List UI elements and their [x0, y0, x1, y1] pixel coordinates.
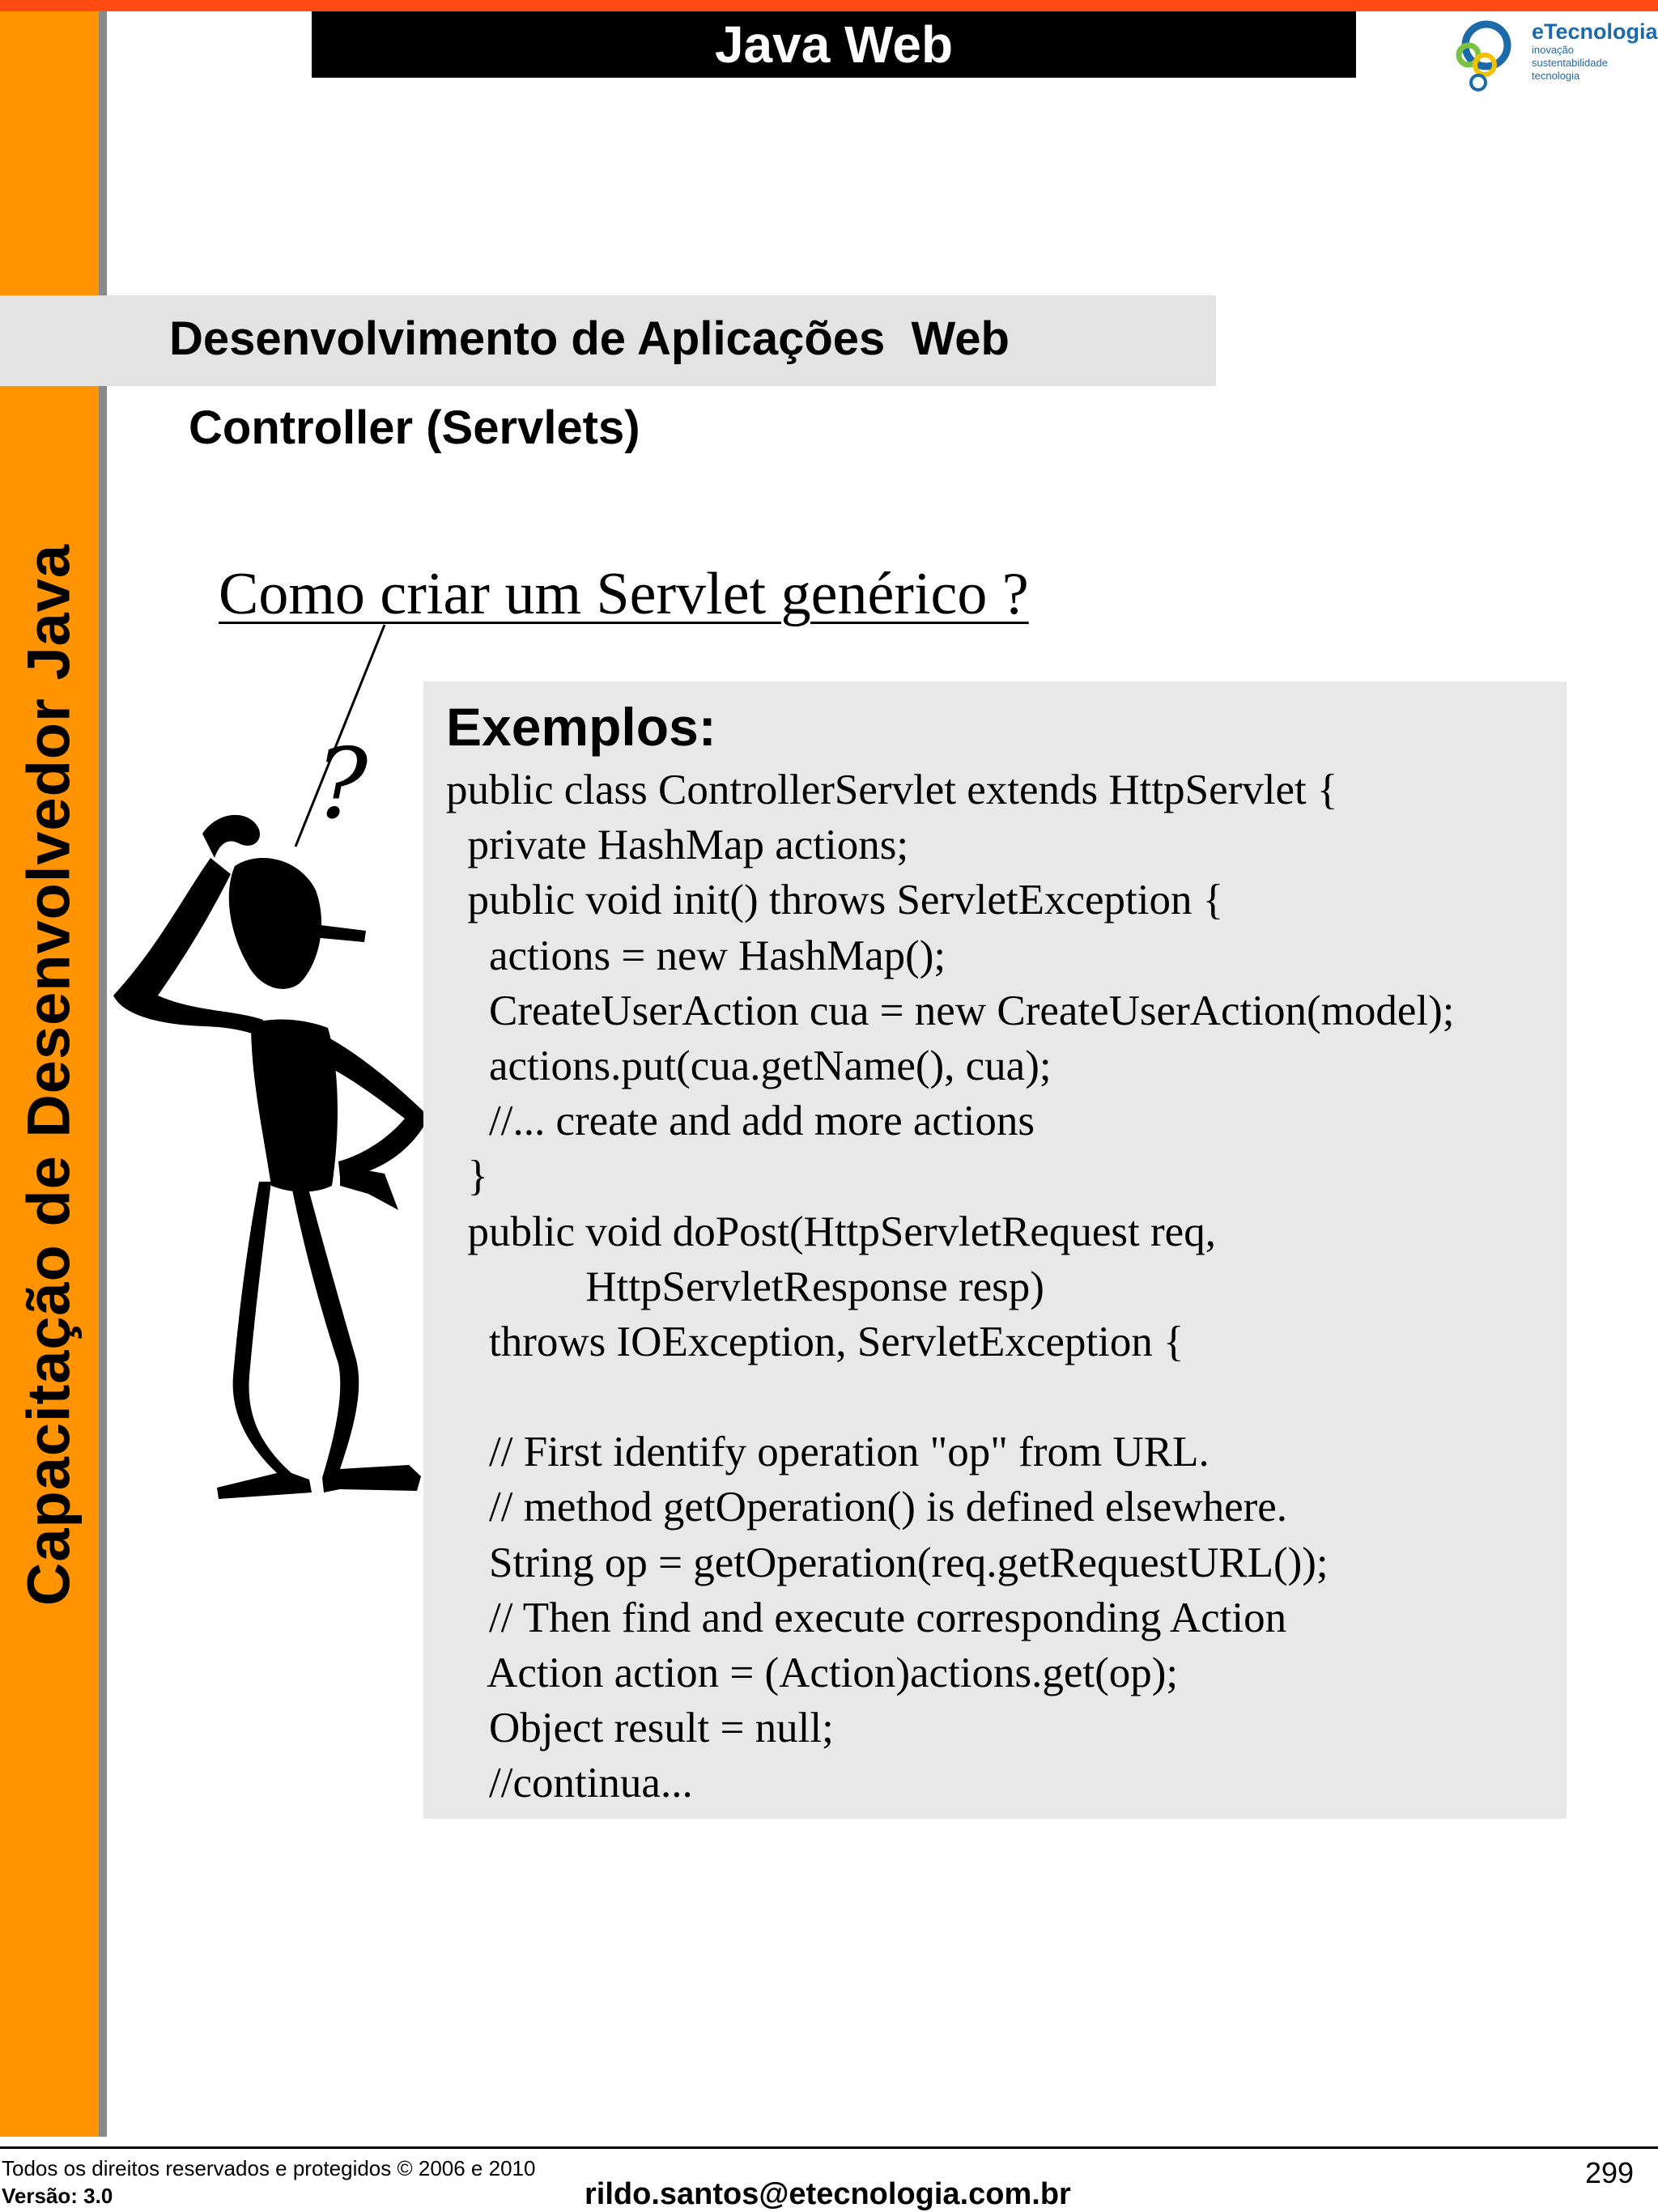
page-title-bar	[312, 11, 1356, 78]
code-line: String op = getOperation(req.getRequestURL());	[446, 1539, 1329, 1586]
code-line: // method getOperation() is defined elsewhere.	[446, 1484, 1288, 1531]
code-heading: Exemplos:	[446, 697, 716, 757]
code-line: // Then find and execute corresponding Action	[446, 1594, 1287, 1641]
code-line: actions.put(cua.getName(), cua);	[446, 1042, 1052, 1089]
code-line: private HashMap actions;	[446, 822, 909, 869]
code-line: actions = new HashMap();	[446, 932, 946, 979]
logo-tagline-1: inovação	[1532, 44, 1575, 56]
code-line: // First identify operation "op" from URL.	[446, 1429, 1209, 1476]
page-number: 299	[1585, 2156, 1635, 2189]
code-line: }	[446, 1153, 488, 1200]
logo-rings-icon	[1449, 15, 1530, 96]
code-line: Object result = null;	[446, 1705, 834, 1752]
code-listing	[446, 762, 1454, 1811]
code-line: HttpServletResponse resp)	[446, 1263, 1044, 1310]
logo-text	[1532, 19, 1658, 83]
code-line: public void init() throws ServletException {	[446, 877, 1224, 924]
question-heading: Como criar um Servlet genérico ?	[219, 561, 1029, 627]
footer-divider	[0, 2146, 1658, 2149]
code-line: public class ControllerServlet extends HttpServlet {	[446, 766, 1338, 813]
top-accent-stripe	[0, 0, 1658, 11]
section-title: Desenvolvimento de Aplicações Web	[169, 312, 1010, 365]
footer-email: rildo.santos@etecnologia.com.br	[585, 2177, 1071, 2211]
logo-brand: eTecnologia	[1532, 19, 1658, 44]
code-line: Action action = (Action)actions.get(op);	[446, 1649, 1179, 1696]
footer-version: Versão: 3.0	[2, 2184, 113, 2208]
logo-tagline-3: tecnologia	[1532, 70, 1580, 82]
figure-question-mark: ?	[316, 728, 368, 841]
etecnologia-logo	[1449, 15, 1658, 96]
code-line: CreateUserAction cua = new CreateUserAction(model);	[446, 987, 1455, 1034]
code-line: //... create and add more actions	[446, 1098, 1035, 1145]
code-line: //continua...	[446, 1760, 693, 1807]
footer-copyright: Todos os direitos reservados e protegidos © 2006 e 2010	[2, 2156, 536, 2180]
sidebar-vertical-title: Capacitação de Desenvolvedor Java	[15, 543, 83, 1607]
code-line: throws IOException, ServletException {	[446, 1318, 1184, 1365]
page-title: Java Web	[714, 15, 954, 74]
section-subtitle: Controller (Servlets)	[189, 401, 640, 454]
code-line	[446, 1369, 1454, 1424]
code-line: public void doPost(HttpServletRequest req,	[446, 1208, 1216, 1255]
logo-tagline-2: sustentabilidade	[1532, 57, 1608, 69]
